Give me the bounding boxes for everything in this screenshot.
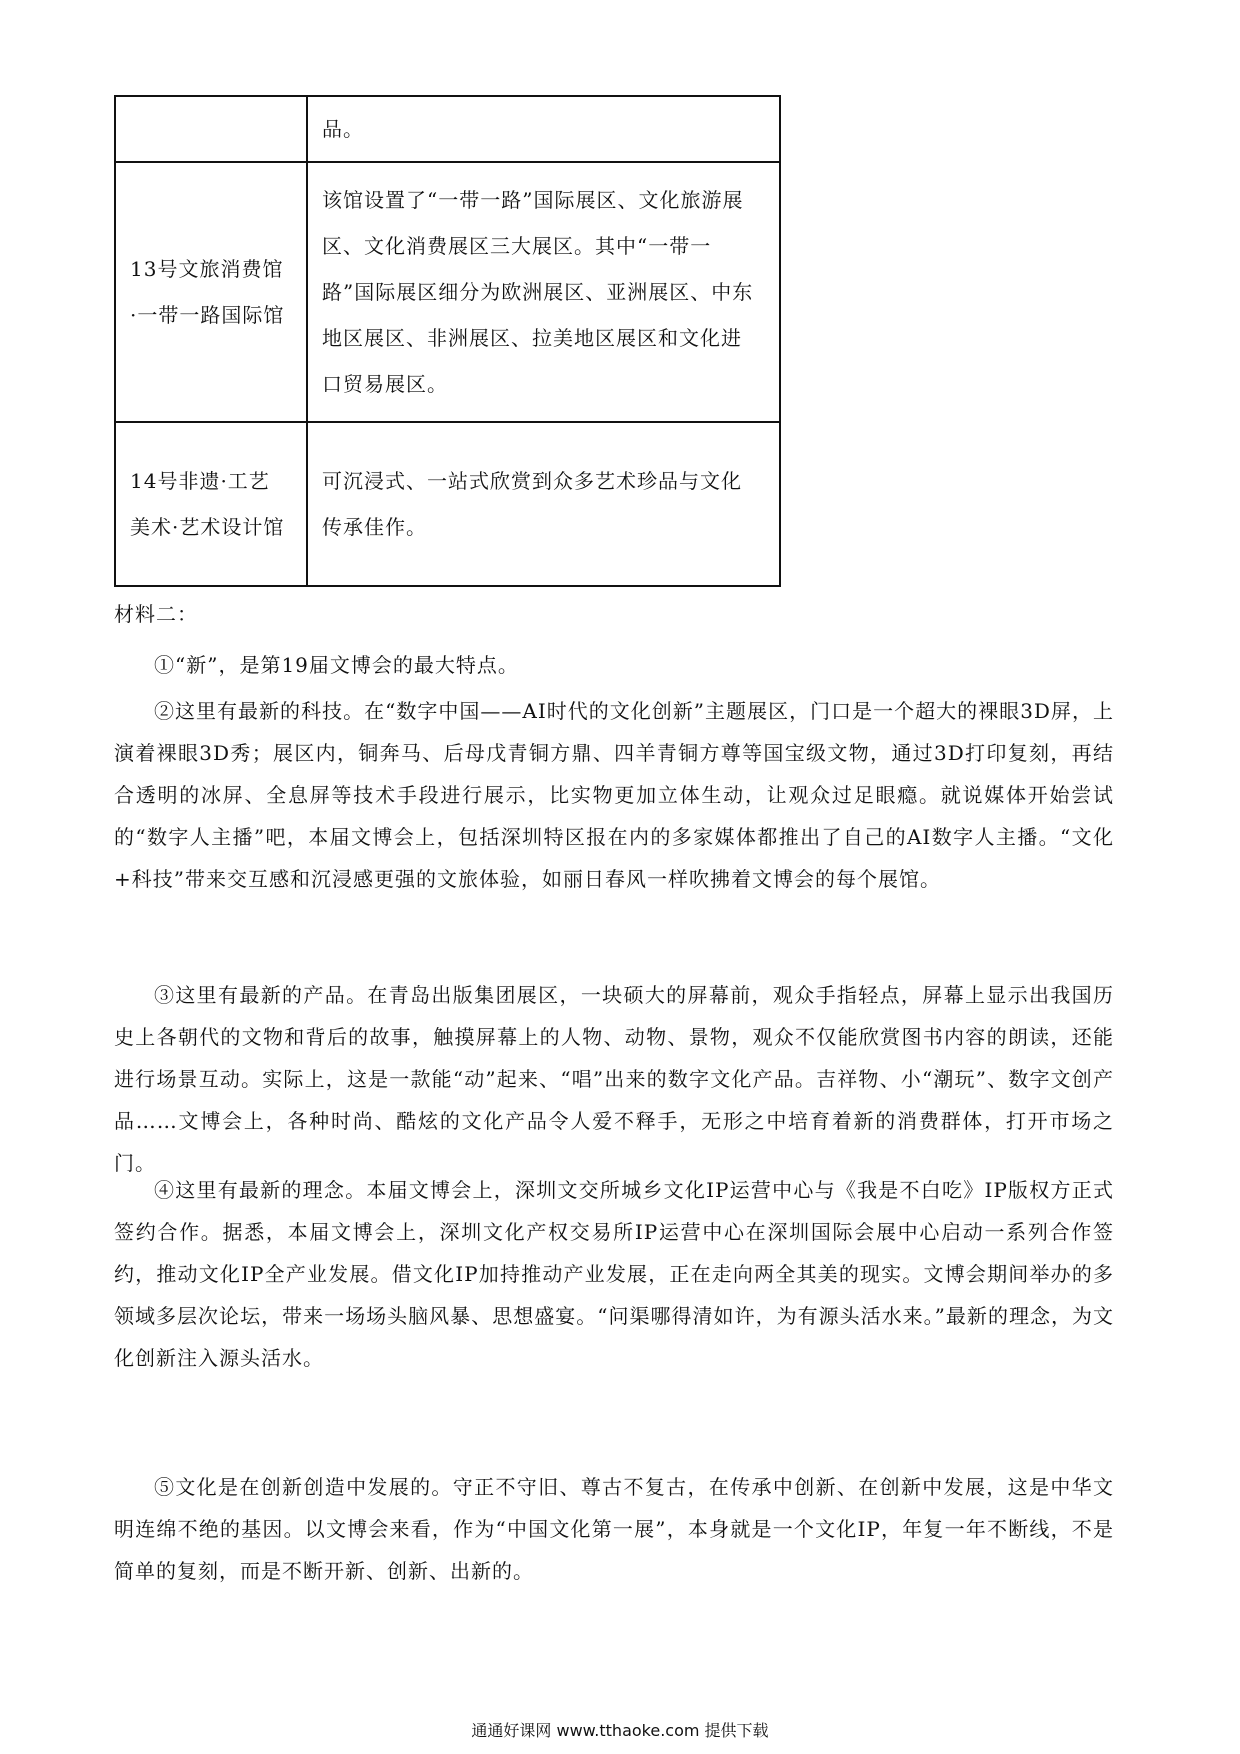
exhibition-hall-table <box>114 95 781 587</box>
page-footer: 通通好课网 www.tthaoke.com 提供下载 <box>471 1721 769 1740</box>
table-row <box>115 162 780 422</box>
paragraph-3: ③这里有最新的产品。在青岛出版集团展区，一块硕大的屏幕前，观众手指轻点，屏幕上显示出我国历史上各朝代的文物和背后的故事，触摸屏幕上的人物、动物、景物，观众不仅能欣赏图书内容的朗读，还能进行场景互动。实际上，这是一款能“动”起来、“唱”出来的数字文化产品。吉祥物、小“潮玩”、数字文创产品……文博会上，各种时尚、酷炫的文化产品令人爱不释手，无形之中培育着新的消费群体，打开市场之门。 <box>114 983 1114 1175</box>
table-row <box>115 422 780 586</box>
table-row <box>115 96 780 162</box>
paragraph-2: ②这里有最新的科技。在“数字中国——AI时代的文化创新”主题展区，门口是一个超大的裸眼3D屏，上演着裸眼3D秀；展区内，铜奔马、后母戊青铜方鼎、四羊青铜方尊等国宝级文物，通过3D打印复刻，再结合透明的冰屏、全息屏等技术手段进行展示，比实物更加立体生动，让观众过足眼瘾。就说媒体开始尝试的“数字人主播”吧，本届文博会上，包括深圳特区报在内的多家媒体都推出了自己的AI数字人主播。“文化+科技”带来交互感和沉浸感更强的文旅体验，如丽日春风一样吹拂着文博会的每个展馆。 <box>114 699 1114 891</box>
hall-description-cell: 可沉浸式、一站式欣赏到众多艺术珍品与文化传承佳作。 <box>307 422 780 586</box>
hall-name-cell: 13号文旅消费馆·一带一路国际馆 <box>115 162 307 422</box>
paragraph-4: ④这里有最新的理念。本届文博会上，深圳文交所城乡文化IP运营中心与《我是不白吃》IP版权方正式签约合作。据悉，本届文博会上，深圳文化产权交易所IP运营中心在深圳国际会展中心启动一系列合作签约，推动文化IP全产业发展。借文化IP加持推动产业发展，正在走向两全其美的现实。文博会期间举办的多领域多层次论坛，带来一场场头脑风暴、思想盛宴。“问渠哪得清如许，为有源头活水来。”最新的理念，为文化创新注入源头活水。 <box>114 1178 1114 1370</box>
hall-description-cell: 品。 <box>307 96 780 162</box>
material-two-label: 材料二： <box>114 602 198 626</box>
paragraph-1: ①“新”，是第19届文博会的最大特点。 <box>154 653 519 677</box>
paragraph-5: ⑤文化是在创新创造中发展的。守正不守旧、尊古不复古，在传承中创新、在创新中发展，这是中华文明连绵不绝的基因。以文博会来看，作为“中国文化第一展”，本身就是一个文化IP，年复一年不断线，不是简单的复刻，而是不断开新、创新、出新的。 <box>114 1475 1114 1583</box>
hall-description-cell: 该馆设置了“一带一路”国际展区、文化旅游展区、文化消费展区三大展区。其中“一带一路”国际展区细分为欧洲展区、亚洲展区、中东地区展区、非洲展区、拉美地区展区和文化进口贸易展区。 <box>307 162 780 422</box>
hall-name-cell <box>115 96 307 162</box>
hall-name-cell: 14号非遗·工艺美术·艺术设计馆 <box>115 422 307 586</box>
